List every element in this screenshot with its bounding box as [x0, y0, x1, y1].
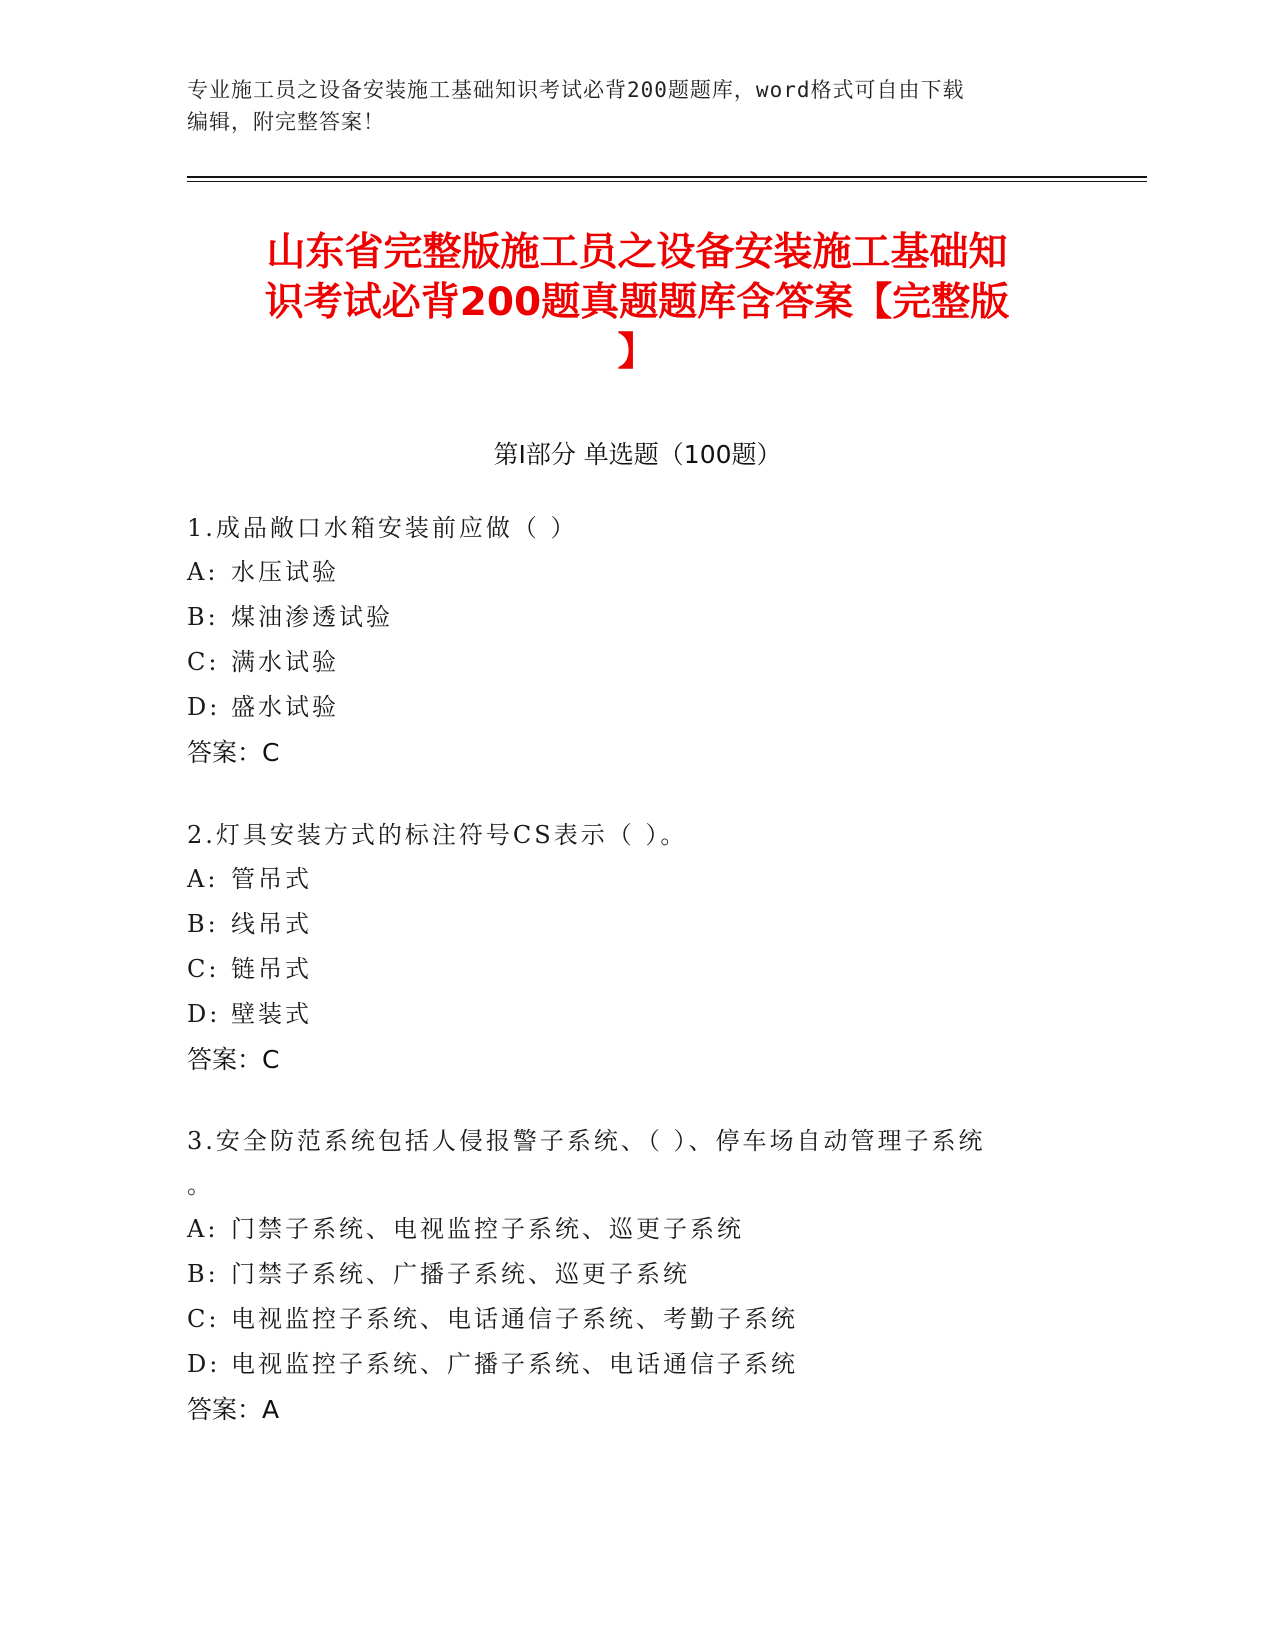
option-letter: B:: [187, 910, 219, 938]
option-b: [187, 1252, 1067, 1297]
option-letter: C:: [187, 955, 220, 983]
document-title: [187, 228, 1087, 378]
option-a: [187, 857, 1067, 902]
option-d: [187, 1342, 1067, 1387]
document-title-line-3: 】: [617, 330, 657, 375]
option-text: 水压试验: [231, 558, 339, 586]
document-title-line-1: 山东省完整版施工员之设备安装施工基础知: [266, 230, 1008, 275]
option-text: 线吊式: [231, 910, 312, 938]
header-note: [187, 74, 1067, 138]
question-stem-line-1: 3.安全防范系统包括人侵报警子系统、（ ）、停车场自动管理子系统: [187, 1127, 986, 1155]
option-text: 门禁子系统、广播子系统、巡更子系统: [231, 1260, 690, 1288]
header-note-line-1: 专业施工员之设备安装施工基础知识考试必背200题题库，word格式可自由下载: [187, 78, 965, 102]
option-letter: A:: [187, 558, 219, 586]
option-text: 盛水试验: [231, 693, 339, 721]
question-stem: 1.成品敞口水箱安装前应做（ ）: [187, 514, 578, 542]
option-text: 电视监控子系统、电话通信子系统、考勤子系统: [231, 1305, 798, 1333]
question-2: [187, 813, 1067, 1082]
option-letter: B:: [187, 603, 219, 631]
option-text: 门禁子系统、电视监控子系统、巡更子系统: [231, 1215, 744, 1243]
option-text: 链吊式: [231, 955, 312, 983]
header-divider-thick: [187, 176, 1147, 178]
answer-line: 答案：C: [187, 738, 280, 767]
answer-line: 答案：C: [187, 1045, 280, 1074]
option-letter: C:: [187, 1305, 220, 1333]
option-letter: D:: [187, 693, 221, 721]
option-b: [187, 595, 1067, 640]
option-a: [187, 550, 1067, 595]
option-text: 壁装式: [231, 1000, 312, 1028]
option-letter: C:: [187, 648, 220, 676]
question-3: [187, 1119, 1067, 1432]
option-a: [187, 1207, 1067, 1252]
option-c: [187, 947, 1067, 992]
option-text: 电视监控子系统、广播子系统、电话通信子系统: [231, 1350, 798, 1378]
header-divider-thin: [187, 181, 1147, 182]
option-b: [187, 902, 1067, 947]
option-text: 满水试验: [231, 648, 339, 676]
option-letter: D:: [187, 1000, 221, 1028]
section-heading: 第Ⅰ部分 单选题（100题）: [493, 440, 782, 469]
answer-line: 答案：A: [187, 1395, 280, 1424]
option-d: [187, 992, 1067, 1037]
question-stem: 2.灯具安装方式的标注符号CS表示（ ）。: [187, 821, 688, 849]
option-letter: B:: [187, 1260, 219, 1288]
document-title-line-2: 识考试必背200题真题题库含答案【完整版: [264, 280, 1010, 325]
header-note-line-2: 编辑，附完整答案！: [187, 110, 385, 134]
question-stem-line-2: 。: [187, 1171, 214, 1199]
question-1: [187, 506, 1067, 775]
option-d: [187, 685, 1067, 730]
option-c: [187, 1297, 1067, 1342]
option-letter: D:: [187, 1350, 221, 1378]
option-text: 管吊式: [231, 865, 312, 893]
option-letter: A:: [187, 1215, 219, 1243]
option-text: 煤油渗透试验: [231, 603, 393, 631]
option-letter: A:: [187, 865, 219, 893]
option-c: [187, 640, 1067, 685]
